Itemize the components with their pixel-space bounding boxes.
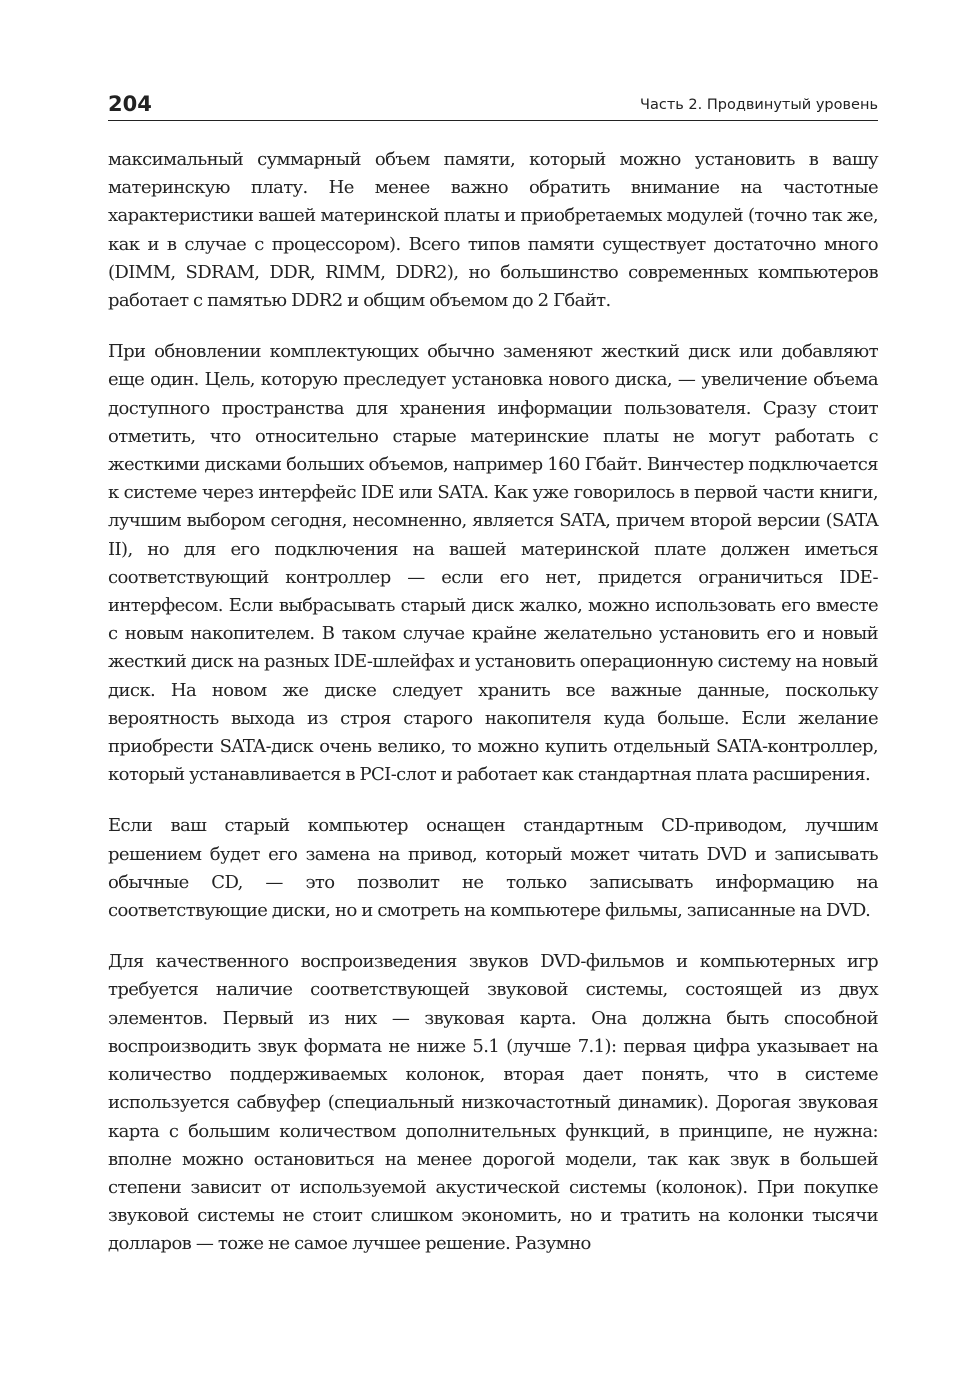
paragraph-sound-system: Для качественного воспроизведения звуков DVD-фильмов и компьютерных игр требуется наличие соответствующей звуковой системы, состоящей из двух элементов. Первый из них — звуковая карта. Она должна быть способной воспроизводить звук формата не ниже 5.1 (лучше 7.1): первая цифра указывает на количество поддерживаемых колонок, вторая дает понять, что в системе используется сабвуфер (специальный низкочастотный динамик). Дорогая звуковая карта с большим количеством дополнительных функций, в принципе, не нужна: вполне можно остановиться на менее дорогой модели, так как звук в большей степени зависит от используемой акустической системы (колонок). При покупке звуковой системы не стоит слишком экономить, но и тратить на колонки тысячи долларов — тоже не самое лучшее решение. Разумно bbox=[108, 951, 878, 1255]
page-body bbox=[108, 146, 878, 1282]
page-header bbox=[108, 90, 878, 121]
running-title: Часть 2. Продвинутый уровень bbox=[640, 97, 878, 113]
paragraph-optical-drive: Если ваш старый компьютер оснащен стандартным CD-приводом, лучшим решением будет его замена на привод, который может читать DVD и записывать обычные CD, — это позволит не только записывать информацию на соответствующие диски, но и смотреть на компьютере фильмы, записанные на DVD. bbox=[108, 815, 878, 922]
paragraph-hard-disk: При обновлении комплектующих обычно заменяют жесткий диск или добавляют еще один. Цель, которую преследует установка нового диска, — увеличение объема доступного пространства для хранения информации пользователя. Сразу стоит отметить, что относительно старые материнские платы не могут работать с жесткими дисками больших объемов, например 160 Гбайт. Винчестер подключается к системе через интерфейс IDE или SATA. Как уже говорилось в первой части книги, лучшим выбором сегодня, несомненно, является SATA, причем второй версии (SATA II), но для его подключения на вашей материнской плате должен иметься соответствующий контроллер — если его нет, придется ограничиться IDE-интерфесом. Если выбрасывать старый диск жалко, можно использовать его вместе с новым накопителем. В таком случае крайне желательно установить его и новый жесткий диск на разных IDE-шлейфах и установить операционную систему на новый диск. На новом же диске следует хранить все важные данные, поскольку вероятность выхода из строя старого накопителя куда больше. Если желание приобрести SATA-диск очень велико, то можно купить отдельный SATA-контроллер, который устанавливается в PCI-слот и работает как стандартная плата расширения. bbox=[108, 341, 878, 786]
paragraph-memory: максимальный суммарный объем памяти, который можно установить в вашу материнскую плату. Не менее важно обратить внимание на частотные характеристики вашей материнской платы и приобретаемых модулей (точно так же, как и в случае с процессором). Всего типов памяти существует достаточно много (DIMM, SDRAM, DDR, RIMM, DDR2), но большинство современных компьютеров работает с памятью DDR2 и общим объемом до 2 Гбайт. bbox=[108, 149, 878, 312]
page-number: 204 bbox=[108, 92, 152, 116]
